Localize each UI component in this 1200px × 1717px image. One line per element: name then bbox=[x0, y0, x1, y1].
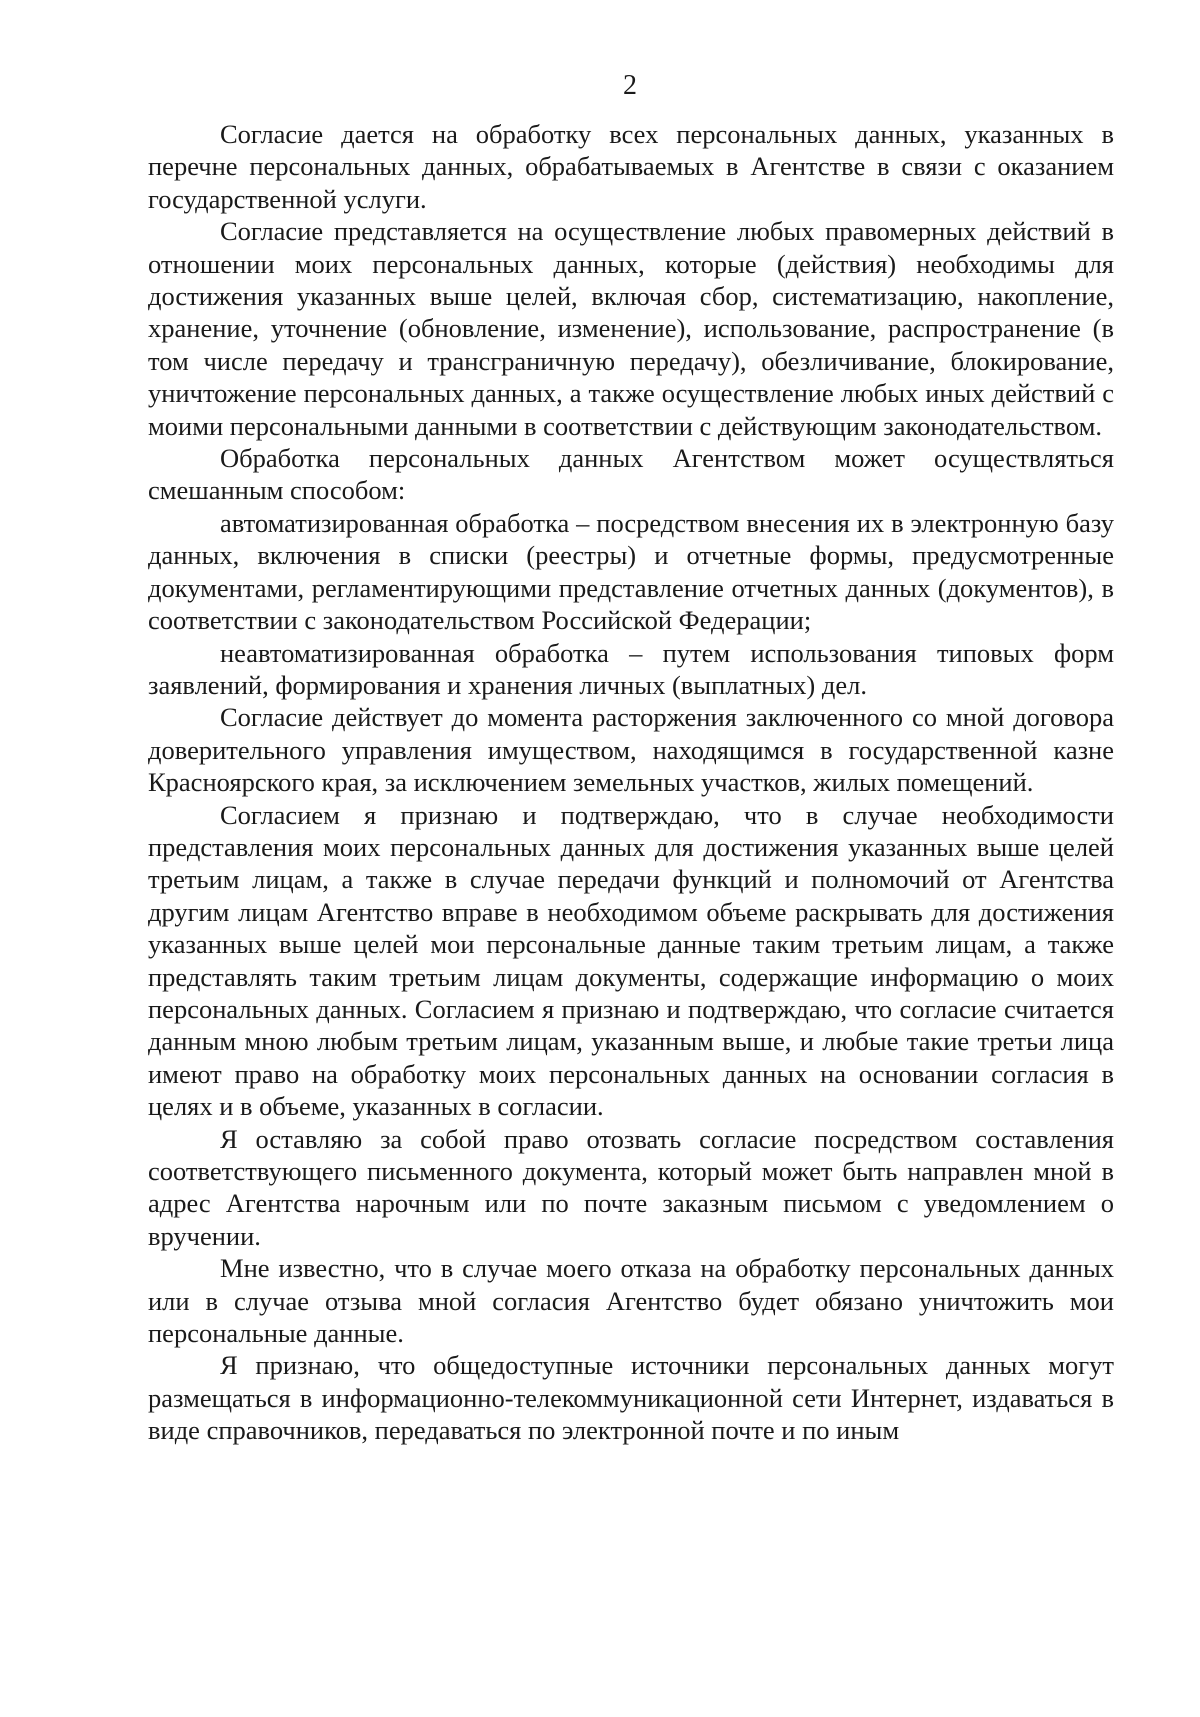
paragraph-revocation: Я оставляю за собой право отозвать согласие посредством составления соответствующего письменного документа, который может быть направлен мной в адрес Агентства нарочным или по почте заказным письмом с уведомлением о вручении. bbox=[148, 1123, 1114, 1251]
document-body bbox=[148, 118, 1114, 1447]
paragraph-automated-processing: автоматизированная обработка – посредством внесения их в электронную базу данных, включения в списки (реестры) и отчетные формы, предусмотренные документами, регламентирующими представление отчетных данных (документов), в соответствии с законодательством Российской Федерации; bbox=[148, 507, 1114, 636]
paragraph-manual-processing: неавтоматизированная обработка – путем использования типовых форм заявлений, формирования и хранения личных (выплатных) дел. bbox=[148, 637, 1114, 700]
paragraph-consent-actions: Согласие представляется на осуществление любых правомерных действий в отношении моих персональных данных, которые (действия) необходимы для достижения указанных выше целей, включая сбор, систематизацию, накопление, хранение, уточнение (обновление, изменение), использование, распространение (в том числе передачу и трансграничную передачу), обезличивание, блокирование, уничтожение персональных данных, а также осуществление любых иных действий с моими персональными данными в соответствии с действующим законодательством. bbox=[148, 216, 1114, 441]
paragraph-processing-method: Обработка персональных данных Агентством может осуществляться смешанным способом: bbox=[148, 443, 1114, 506]
page-number: 2 bbox=[623, 70, 637, 101]
paragraph-refusal-consequence: Мне известно, что в случае моего отказа на обработку персональных данных или в случае отзыва мной согласия Агентство будет обязано уничтожить мои персональные данные. bbox=[148, 1253, 1114, 1349]
paragraph-public-sources: Я признаю, что общедоступные источники персональных данных могут размещаться в информационно-телекоммуникационной сети Интернет, издаваться в виде справочников, передаваться по электронной почте и по иным bbox=[148, 1350, 1114, 1446]
paragraph-third-parties: Согласием я признаю и подтверждаю, что в случае необходимости представления моих персональных данных для достижения указанных выше целей третьим лицам, а также в случае передачи функций и полномочий от Агентства другим лицам Агентство вправе в необходимом объеме раскрывать для достижения указанных выше целей мои персональные данные таким третьим лицам, а также представлять таким третьим лицам документы, содержащие информацию о моих персональных данных. Согласием я признаю и подтверждаю, что согласие считается данным мною любым третьим лицам, указанным выше, и любые такие третьи лица имеют право на обработку моих персональных данных на основании согласия в целях и в объеме, указанных в согласии. bbox=[148, 799, 1114, 1122]
paragraph-consent-scope: Согласие дается на обработку всех персональных данных, указанных в перечне персональных данных, обрабатываемых в Агентстве в связи с оказанием государственной услуги. bbox=[148, 119, 1114, 214]
paragraph-consent-duration: Согласие действует до момента расторжения заключенного со мной договора доверительного управления имуществом, находящимся в государственной казне Красноярского края, за исключением земельных участков, жилых помещений. bbox=[148, 702, 1114, 798]
